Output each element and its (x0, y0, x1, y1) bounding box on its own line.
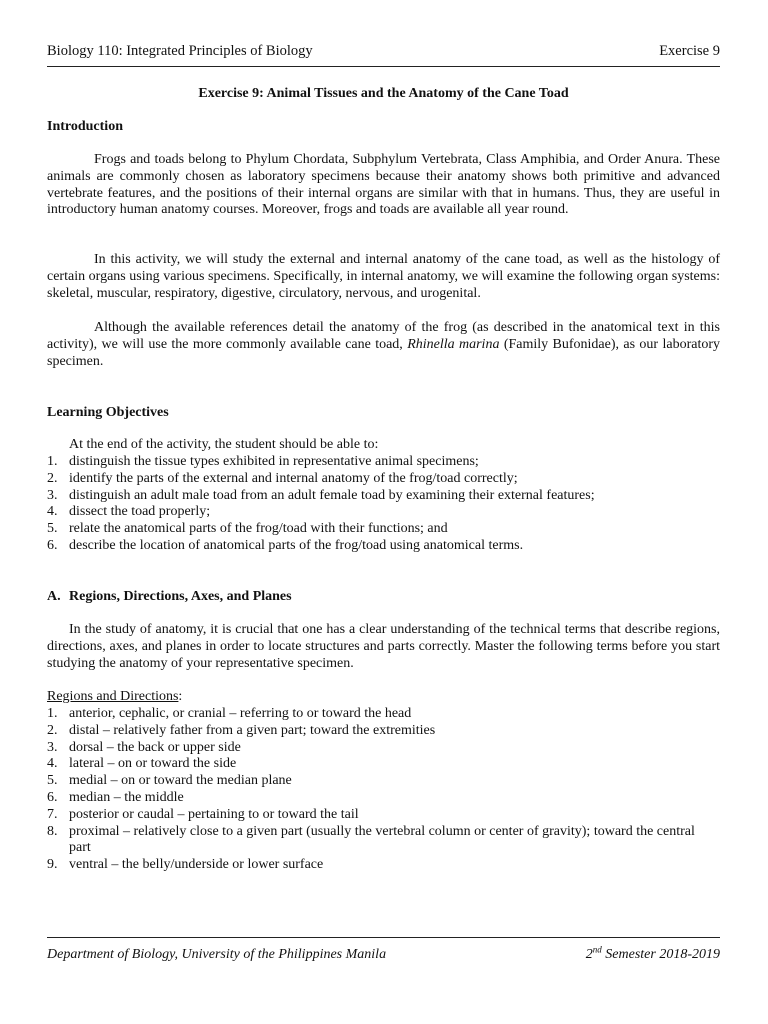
page-header (47, 42, 720, 60)
list-number: 3. (47, 739, 58, 755)
term-item (47, 790, 720, 807)
species-name: Rhinella marina (407, 336, 500, 352)
objectives-list (47, 454, 720, 555)
paragraph-text: (Family Bufonidae), as our laboratory specimen. (47, 336, 720, 369)
list-text: posterior or caudal – pertaining to or toward the tail (69, 806, 359, 822)
term-item (47, 773, 720, 790)
term-item (47, 756, 720, 773)
list-number: 9. (47, 857, 58, 873)
list-text: lateral – on or toward the side (69, 756, 237, 772)
semester-ordinal: nd (592, 944, 602, 955)
list-text: proximal – relatively close to a given part (usually the vertebral column or center of gravity); toward the central part (69, 823, 695, 856)
list-number: 2. (47, 470, 58, 486)
objectives-lead: At the end of the activity, the student should be able to: (69, 437, 379, 452)
term-item (47, 807, 720, 824)
introduction-paragraph-1: Frogs and toads belong to Phylum Chordata, Subphylum Vertebrata, Class Amphibia, and Order Anura. These animals are commonly chosen as laboratory specimens because their anatomy shows both primitive and advanced vertebrate features, and the positions of their internal organs are similar with that in humans. Thus, they are useful in introductory human anatomy courses. Moreover, frogs and toads are available all year round. (47, 152, 720, 218)
list-text: distinguish the tissue types exhibited in representative animal specimens; (69, 454, 479, 469)
list-text: distinguish an adult male toad from an adult female toad by examining their external features; (69, 487, 595, 503)
objective-item (47, 454, 720, 471)
term-item (47, 824, 720, 858)
list-number: 6. (47, 537, 58, 553)
objective-item (47, 521, 720, 538)
section-a-paragraph: In the study of anatomy, it is crucial that one has a clear understanding of the technical terms that describe regions, directions, axes, and planes in order to locate structures and parts correctly. Master the following terms before you start studying the anatomy of your representative specimen. (47, 622, 720, 671)
regions-subheading (47, 689, 720, 706)
term-item (47, 857, 720, 874)
list-number: 1. (47, 454, 58, 469)
section-a-heading (47, 589, 720, 606)
list-number: 6. (47, 789, 58, 805)
introduction-paragraph-3 (47, 320, 720, 370)
section-title: Regions, Directions, Axes, and Planes (69, 589, 292, 604)
objective-item (47, 471, 720, 488)
semester-info (586, 946, 720, 964)
list-text: distal – relatively father from a given part; toward the extremities (69, 722, 436, 738)
page-footer (47, 946, 720, 964)
list-number: 5. (47, 521, 58, 537)
list-number: 5. (47, 773, 58, 789)
semester-text: Semester 2018-2019 (601, 947, 720, 962)
list-text: dorsal – the back or upper side (69, 739, 241, 755)
objective-item (47, 488, 720, 505)
introduction-paragraph-2: In this activity, we will study the external and internal anatomy of the cane toad, as well as the histology of certain organs using various specimens. Specifically, in internal anatomy, we will examine the following organ systems: skeletal, muscular, respiratory, digestive, circulatory, nervous, and urogenital. (47, 252, 720, 301)
list-text: medial – on or toward the median plane (69, 773, 292, 789)
regions-terms-list (47, 706, 720, 874)
list-number: 3. (47, 487, 58, 503)
list-number: 7. (47, 806, 58, 822)
list-text: median – the middle (69, 789, 184, 805)
list-number: 2. (47, 722, 58, 738)
list-number: 4. (47, 504, 58, 520)
list-number: 1. (47, 706, 58, 721)
semester-number: 2 (585, 947, 593, 962)
list-number: 4. (47, 756, 58, 772)
header-divider (47, 66, 720, 67)
objective-item (47, 504, 720, 521)
list-text: identify the parts of the external and internal anatomy of the frog/toad correctly; (69, 470, 518, 486)
list-text: describe the location of anatomical parts of the frog/toad using anatomical terms. (69, 537, 524, 553)
course-title: Biology 110: Integrated Principles of Biology (47, 43, 313, 59)
footer-divider (47, 937, 720, 938)
exercise-number: Exercise 9 (659, 43, 720, 59)
objective-item (47, 538, 720, 555)
objectives-heading: Learning Objectives (47, 405, 169, 420)
introduction-heading: Introduction (47, 119, 123, 134)
list-number: 8. (47, 823, 58, 839)
document-title: Exercise 9: Animal Tissues and the Anatomy of the Cane Toad (198, 86, 569, 101)
department-name: Department of Biology, University of the Philippines Manila (47, 947, 387, 962)
list-text: relate the anatomical parts of the frog/toad with their functions; and (69, 521, 448, 537)
list-text: anterior, cephalic, or cranial – referring to or toward the head (69, 706, 412, 721)
paragraph-text: Although the available references detail the anatomy of the frog (as described in the anatomical text in this activity), we will use the more commonly available cane toad, (47, 320, 720, 352)
term-item (47, 723, 720, 740)
subheading-text: Regions and Directions (47, 689, 179, 704)
term-item (47, 706, 720, 723)
list-text: dissect the toad properly; (69, 504, 211, 520)
list-text: ventral – the belly/underside or lower surface (69, 857, 324, 873)
subheading-colon: : (178, 689, 183, 704)
term-item (47, 740, 720, 757)
section-letter: A. (47, 589, 61, 604)
